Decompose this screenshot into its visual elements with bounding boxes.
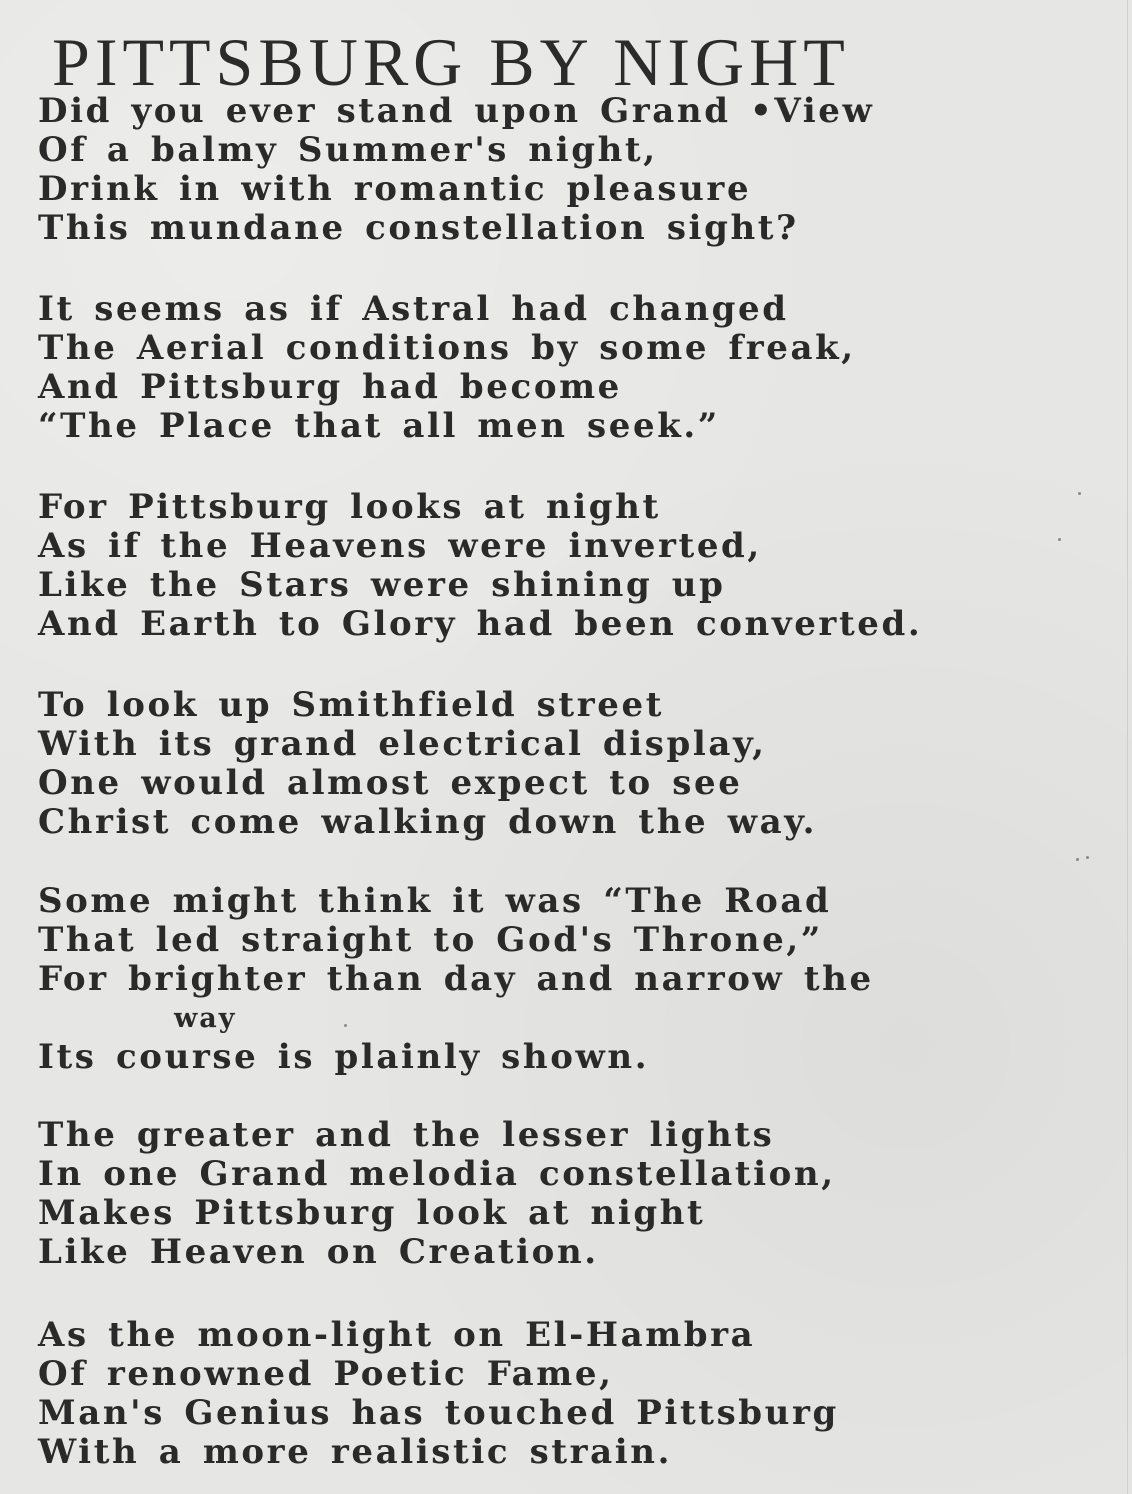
- stanza-7: [38, 1316, 1118, 1472]
- poem-line: For brighter than day and narrow the: [38, 959, 874, 999]
- stanza-6: [38, 1116, 1118, 1272]
- poem-line: For Pittsburg looks at night: [38, 487, 661, 527]
- print-speck: [344, 1024, 347, 1027]
- stanza-3: [38, 488, 1118, 644]
- poem-line: “The Place that all men seek.”: [38, 406, 720, 446]
- poem-line: The Aerial conditions by some freak,: [38, 328, 856, 368]
- print-speck: [1078, 492, 1081, 495]
- print-speck: [1086, 856, 1089, 859]
- print-speck: [1076, 858, 1079, 861]
- stanza-5: [38, 882, 1118, 1077]
- poem-line: Did you ever stand upon Grand •View: [38, 91, 875, 131]
- poem-line: This mundane constellation sight?: [38, 208, 799, 248]
- poem-line: Like the Stars were shining up: [38, 565, 726, 605]
- poem-line: And Earth to Glory had been converted.: [38, 604, 923, 644]
- poem-line: In one Grand melodia constellation,: [38, 1154, 836, 1194]
- poem-line: Its course is plainly shown.: [38, 1037, 650, 1077]
- poem-line: Drink in with romantic pleasure: [38, 169, 752, 209]
- poem-title: PITTSBURG BY NIGHT: [52, 24, 850, 100]
- poem-line-continuation: way: [174, 1003, 237, 1034]
- poem-line: As if the Heavens were inverted,: [38, 526, 762, 566]
- poem-line: Like Heaven on Creation.: [38, 1232, 599, 1272]
- poem-line: Of a balmy Summer's night,: [38, 130, 658, 170]
- poem-line: With its grand electrical display,: [38, 724, 767, 764]
- poem-line: Christ come walking down the way.: [38, 802, 818, 842]
- poem-line: Man's Genius has touched Pittsburg: [38, 1393, 839, 1433]
- poem-line: That led straight to God's Throne,”: [38, 920, 823, 960]
- print-speck: [1058, 538, 1061, 541]
- poem-line: Makes Pittsburg look at night: [38, 1193, 706, 1233]
- poem-line: And Pittsburg had become: [38, 367, 622, 407]
- poem-line: One would almost expect to see: [38, 763, 743, 803]
- poem-line: Of renowned Poetic Fame,: [38, 1354, 614, 1394]
- poem-line: To look up Smithfield street: [38, 685, 665, 725]
- poem-line: With a more realistic strain.: [38, 1432, 673, 1472]
- poem-line: As the moon-light on El-Hambra: [38, 1315, 756, 1355]
- poem-line: Some might think it was “The Road: [38, 881, 832, 921]
- poem-line: The greater and the lesser lights: [38, 1115, 775, 1155]
- stanza-4: [38, 686, 1118, 842]
- stanza-1: [38, 92, 1118, 248]
- poem-line: It seems as if Astral had changed: [38, 289, 789, 329]
- stanza-2: [38, 290, 1118, 446]
- column-rule: [1127, 0, 1128, 1494]
